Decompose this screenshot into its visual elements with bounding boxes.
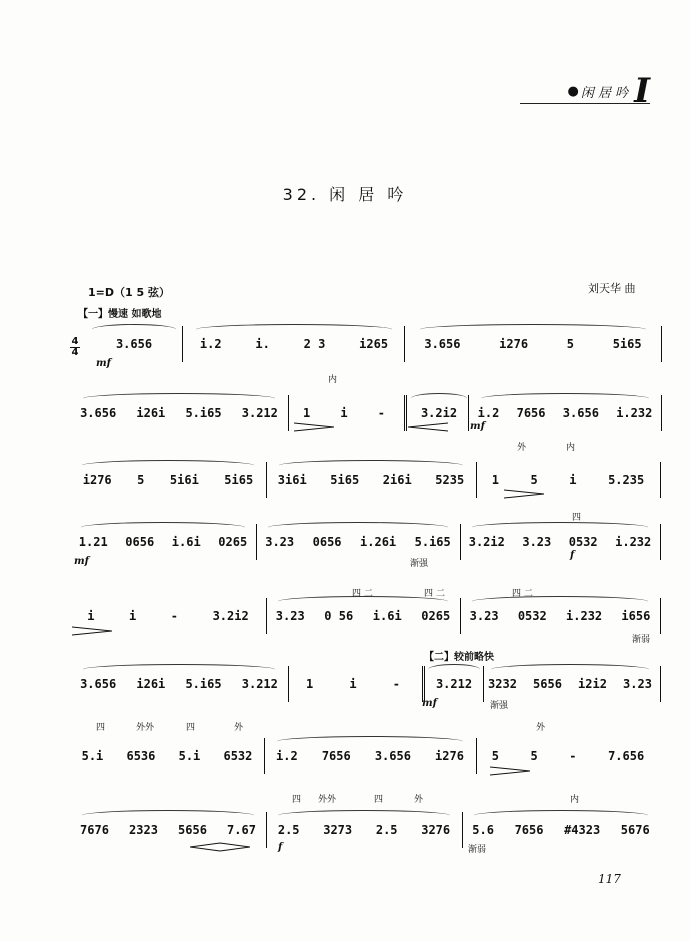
note-group: 1.21 bbox=[78, 535, 108, 549]
note-group: i.2 bbox=[199, 337, 222, 351]
string-marking: 四 bbox=[374, 795, 384, 805]
measure bbox=[266, 598, 461, 634]
section-label-1: 【一】慢速 如歌地 bbox=[78, 309, 162, 320]
note-group: i. bbox=[255, 337, 270, 351]
dynamic-marking: mf bbox=[96, 358, 111, 369]
note-group: i.232 bbox=[616, 406, 653, 420]
string-marking: 内 bbox=[328, 375, 338, 385]
decrescendo-hairpin bbox=[294, 422, 334, 432]
note-group: 5676 bbox=[620, 823, 650, 837]
string-marking: 四 bbox=[572, 513, 582, 523]
staff-line-2 bbox=[70, 395, 670, 431]
string-marking: 外 bbox=[234, 723, 244, 733]
string-marking: 四 bbox=[512, 589, 522, 599]
note-group: 7.656 bbox=[608, 749, 645, 763]
note-group: i bbox=[340, 406, 348, 420]
string-marking: 外外 bbox=[318, 795, 337, 805]
note-group: 5656 bbox=[178, 823, 207, 837]
note-group: i276 bbox=[499, 337, 529, 351]
note-group: i bbox=[569, 473, 577, 487]
note-group: 3i6i bbox=[277, 473, 307, 487]
note-group: - bbox=[170, 609, 179, 623]
note-group: i.6i bbox=[171, 535, 201, 549]
measure bbox=[288, 666, 418, 702]
note-group: 5i65 bbox=[612, 337, 642, 351]
note-group: 5235 bbox=[435, 473, 465, 487]
dynamic-marking: mf bbox=[74, 556, 89, 567]
note-group: 5.i bbox=[178, 749, 201, 763]
string-marking: 外 bbox=[517, 443, 527, 453]
note-group: 3.656 bbox=[424, 337, 461, 351]
note-group: i.26i bbox=[360, 535, 397, 549]
string-marking: 四 bbox=[96, 723, 106, 733]
note-group: 3.656 bbox=[80, 406, 117, 420]
chapter-mark: I bbox=[634, 71, 650, 111]
string-marking: 二 bbox=[524, 589, 534, 599]
note-group: 3.212 bbox=[241, 406, 278, 420]
staff-line-1 bbox=[70, 326, 670, 362]
note-group: 1 bbox=[306, 677, 314, 691]
page-number: 117 bbox=[598, 872, 621, 886]
measure bbox=[70, 395, 289, 431]
measure bbox=[460, 598, 661, 634]
crescendo-decrescendo-hairpin bbox=[190, 842, 250, 852]
staff-line-7 bbox=[70, 738, 670, 774]
string-marking: 四 bbox=[292, 795, 302, 805]
key-signature: 1=D（1 5 弦） bbox=[88, 286, 170, 299]
note-group: 2.5 bbox=[375, 823, 398, 837]
expression-marking: 渐弱 bbox=[632, 635, 651, 645]
note-group: i265 bbox=[359, 337, 389, 351]
measure bbox=[480, 666, 661, 702]
note-group: 3.2i2 bbox=[420, 406, 458, 420]
note-group: 0532 bbox=[568, 535, 598, 549]
note-group: 0656 bbox=[312, 535, 342, 549]
staff-line-4 bbox=[70, 524, 670, 560]
measure bbox=[256, 524, 461, 560]
note-group: 5.i bbox=[81, 749, 104, 763]
note-group: i.2 bbox=[477, 406, 500, 420]
header-rule bbox=[520, 103, 650, 104]
note-group: #4323 bbox=[564, 823, 601, 837]
note-group: 3.212 bbox=[241, 677, 278, 691]
note-group: 3.23 bbox=[623, 677, 652, 691]
note-group: i276 bbox=[82, 473, 112, 487]
measure bbox=[264, 738, 477, 774]
note-group: - bbox=[377, 406, 385, 420]
decrescendo-hairpin bbox=[504, 489, 544, 499]
measure bbox=[404, 326, 662, 362]
decrescendo-hairpin bbox=[490, 766, 530, 776]
note-group: 3.656 bbox=[80, 677, 117, 691]
staff-line-6 bbox=[70, 666, 670, 702]
note-group: 5 bbox=[530, 749, 538, 763]
measure bbox=[266, 812, 463, 848]
note-group: 3.23 bbox=[469, 609, 499, 623]
note-group: 5 bbox=[137, 473, 145, 487]
note-group: 6532 bbox=[223, 749, 253, 763]
note-group: 2 3 bbox=[303, 337, 326, 351]
note-group: i.232 bbox=[615, 535, 652, 549]
crescendo-hairpin bbox=[408, 422, 448, 432]
note-group: 3232 bbox=[488, 677, 517, 691]
note-group: 1 bbox=[491, 473, 499, 487]
note-group: 6536 bbox=[126, 749, 156, 763]
note-group: 0532 bbox=[517, 609, 547, 623]
note-group: 3.2i2 bbox=[212, 609, 249, 623]
note-group: 7656 bbox=[321, 749, 351, 763]
note-group: 5 bbox=[530, 473, 538, 487]
staff-line-5 bbox=[70, 598, 670, 634]
staff-line-8 bbox=[70, 812, 670, 848]
note-group: i26i bbox=[136, 677, 166, 691]
note-group: 2.5 bbox=[277, 823, 300, 837]
dynamic-marking: f bbox=[570, 550, 575, 561]
note-group: 5 bbox=[566, 337, 575, 351]
note-group: 7656 bbox=[514, 823, 544, 837]
note-group: 3.23 bbox=[522, 535, 552, 549]
composer-credit: 刘天华 曲 bbox=[588, 282, 636, 295]
string-marking: 内 bbox=[570, 795, 580, 805]
measure bbox=[182, 326, 405, 362]
note-group: 0265 bbox=[218, 535, 248, 549]
note-group: 3273 bbox=[323, 823, 353, 837]
measure bbox=[462, 812, 660, 848]
measure bbox=[70, 738, 265, 774]
note-group: 0 56 bbox=[324, 609, 354, 623]
expression-marking: 渐弱 bbox=[468, 845, 487, 855]
string-marking: 四 bbox=[352, 589, 362, 599]
note-group: i bbox=[349, 677, 357, 691]
note-group: 5i65 bbox=[224, 473, 254, 487]
string-marking: 外 bbox=[414, 795, 424, 805]
note-group: 3.212 bbox=[435, 677, 473, 691]
dynamic-marking: mf bbox=[470, 421, 485, 432]
note-group: 7676 bbox=[80, 823, 109, 837]
note-group: 5i6i bbox=[169, 473, 199, 487]
note-group: i.2 bbox=[276, 749, 298, 763]
page-title: 32. 闲 居 吟 bbox=[282, 185, 408, 204]
note-group: 2i6i bbox=[382, 473, 412, 487]
measure bbox=[468, 395, 662, 431]
note-group: 7.67 bbox=[227, 823, 256, 837]
note-group: i.232 bbox=[566, 609, 603, 623]
note-group: 3.656 bbox=[374, 749, 411, 763]
measure bbox=[70, 462, 267, 498]
note-group: 0265 bbox=[421, 609, 451, 623]
note-group: 5i65 bbox=[330, 473, 360, 487]
note-group: i2i2 bbox=[578, 677, 607, 691]
note-group: 1 bbox=[303, 406, 311, 420]
measure bbox=[86, 326, 182, 362]
note-group: i656 bbox=[621, 609, 651, 623]
time-signature-top: 4 bbox=[71, 336, 79, 347]
dynamic-marking: f bbox=[278, 842, 283, 853]
note-group: 3.23 bbox=[275, 609, 305, 623]
running-title: 闲 居 吟 bbox=[580, 85, 629, 101]
note-group: i bbox=[129, 609, 137, 623]
note-group: 3276 bbox=[421, 823, 451, 837]
note-group: 5.235 bbox=[608, 473, 645, 487]
measure bbox=[70, 666, 289, 702]
note-group: 3.2i2 bbox=[468, 535, 505, 549]
staff-line-3 bbox=[70, 462, 670, 498]
measure bbox=[70, 524, 257, 560]
note-group: 2323 bbox=[129, 823, 158, 837]
note-group: i.6i bbox=[372, 609, 402, 623]
measure bbox=[460, 524, 661, 560]
note-group: i bbox=[87, 609, 95, 623]
decrescendo-hairpin bbox=[72, 626, 112, 636]
note-group: 5.i65 bbox=[185, 406, 222, 420]
dynamic-marking: mf bbox=[422, 698, 437, 709]
string-marking: 四 bbox=[424, 589, 434, 599]
string-marking: 二 bbox=[436, 589, 446, 599]
note-group: 7656 bbox=[516, 406, 546, 420]
note-group: 5656 bbox=[533, 677, 562, 691]
string-marking: 二 bbox=[364, 589, 374, 599]
time-signature-bottom: 4 bbox=[71, 347, 79, 358]
note-group: - bbox=[392, 677, 400, 691]
section-label-2: 【二】较前略快 bbox=[424, 652, 494, 663]
measure bbox=[266, 462, 477, 498]
note-group: i26i bbox=[136, 406, 166, 420]
note-group: 5.6 bbox=[472, 823, 494, 837]
bullet-icon: ● bbox=[567, 83, 579, 99]
note-group: 3.23 bbox=[265, 535, 295, 549]
expression-marking: 渐强 bbox=[410, 559, 429, 569]
note-group: 5 bbox=[491, 749, 499, 763]
measure bbox=[422, 666, 484, 702]
note-group: 3.656 bbox=[115, 337, 153, 351]
note-group: - bbox=[569, 749, 577, 763]
note-group: i276 bbox=[435, 749, 464, 763]
string-marking: 四 bbox=[186, 723, 196, 733]
note-group: 3.656 bbox=[562, 406, 599, 420]
expression-marking: 渐强 bbox=[490, 701, 509, 711]
note-group: 0656 bbox=[125, 535, 155, 549]
string-marking: 外 bbox=[536, 723, 546, 733]
string-marking: 内 bbox=[566, 443, 576, 453]
note-group: 5.i65 bbox=[414, 535, 451, 549]
note-group: 5.i65 bbox=[185, 677, 222, 691]
string-marking: 外外 bbox=[136, 723, 155, 733]
